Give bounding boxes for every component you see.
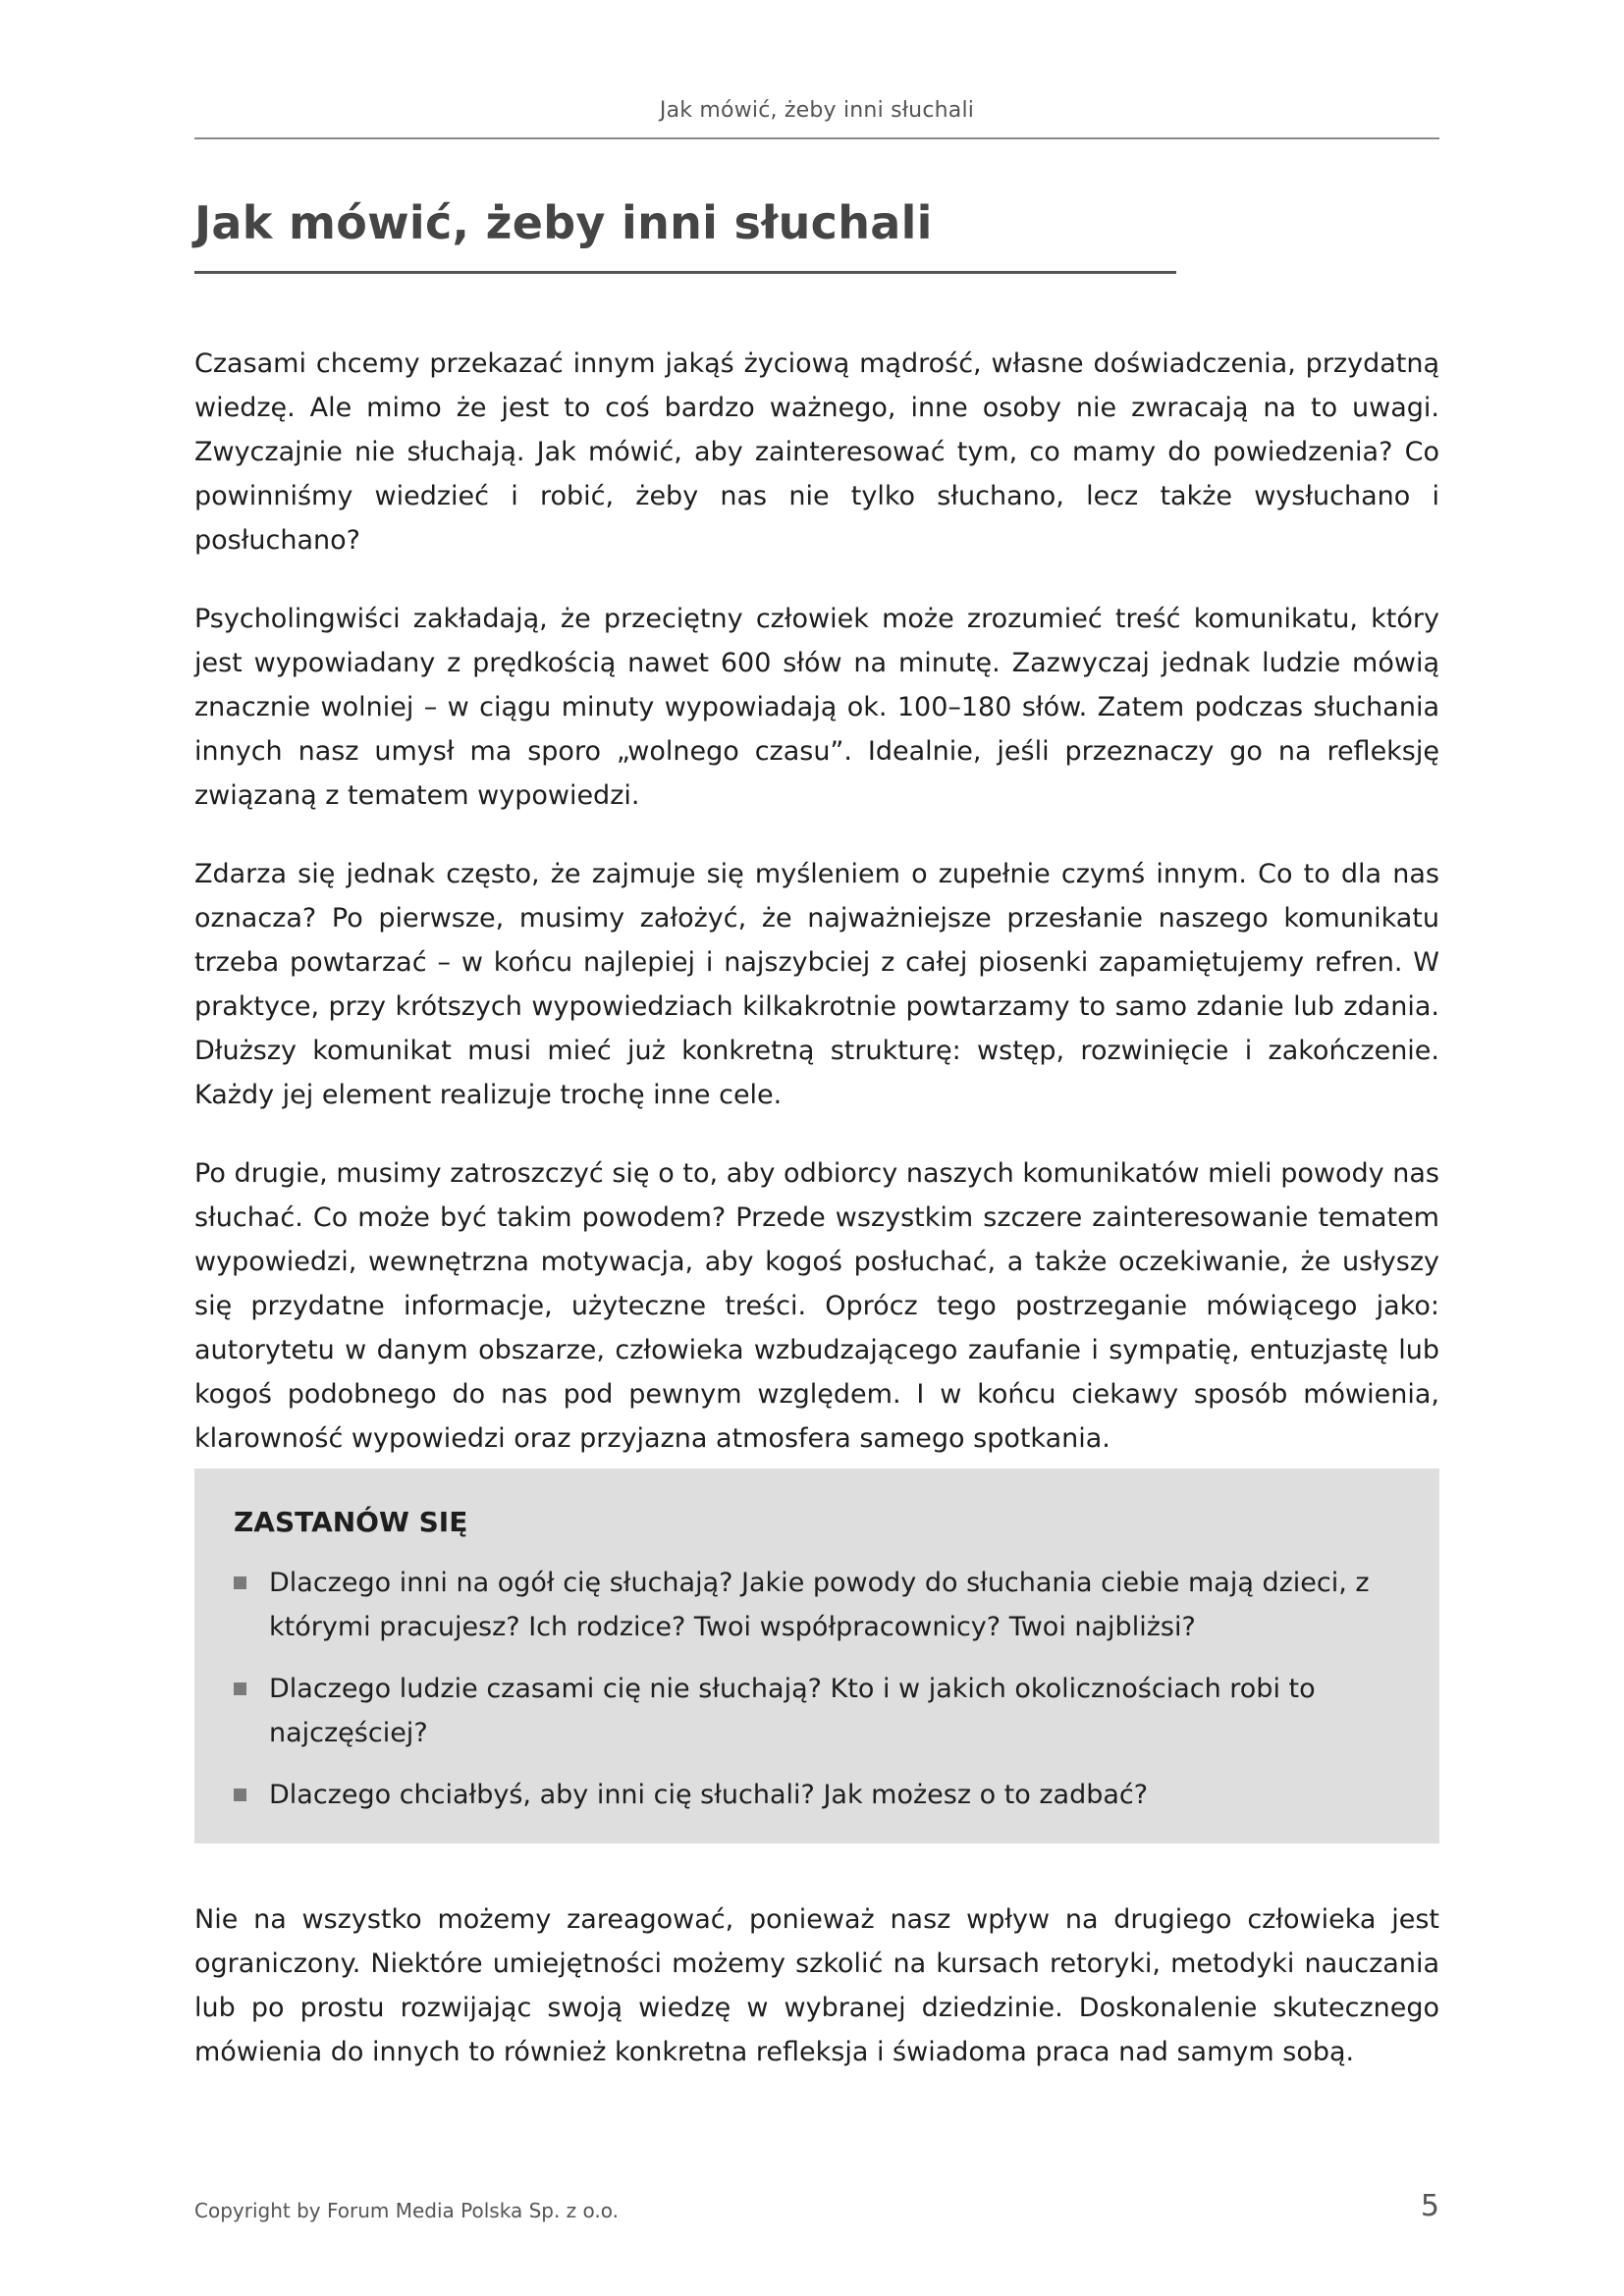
reflection-box-title: ZASTANÓW SIĘ — [234, 1506, 468, 1538]
paragraph-psycholinguistics: Psycholingwiści zakładają, że przeciętny człowiek może zrozumieć treść komunikatu, który jest wypowiadany z prędkością nawet 600 słów na minutę. Zazwyczaj jednak ludzie mówią znacznie wolniej – w ciągu minuty wypowiadają ok. 100–180 słów. Zatem podczas słuchania innych nasz umysł ma sporo „wolnego czasu”. Idealnie, jeśli przeznaczy go na refleksję związaną z tematem wypowiedzi. — [194, 604, 1439, 811]
square-bullet-icon — [234, 1576, 246, 1589]
square-bullet-icon — [234, 1682, 246, 1695]
paragraph-reasons-to-listen: Po drugie, musimy zatroszczyć się o to, aby odbiorcy naszych komunikatów mieli powody nas słuchać. Co może być takim powodem? Przede wszystkim szczere zainteresowanie tematem wypowiedzi, wewnętrzna motywacja, aby kogoś posłuchać, a także oczekiwanie, że usłyszy się przydatne informacje, użyteczne treści. Oprócz tego postrzeganie mówiącego jako: autorytetu w danym obszarze, człowieka wzbudzającego zaufanie i sympatię, entuzjastę lub kogoś podobnego do nas pod pewnym względem. I w końcu ciekawy sposób mówienia, klarowność wypowiedzi oraz przyjazna atmosfera samego spotkania. — [194, 1158, 1439, 1454]
reflection-list — [234, 1561, 1392, 1835]
header-divider — [194, 137, 1439, 139]
reflection-box — [194, 1468, 1439, 1843]
page-title: Jak mówić, żeby inni słuchali — [194, 196, 933, 249]
paragraph-closing: Nie na wszystko możemy zareagować, ponieważ nasz wpływ na drugiego człowieka jest ograniczony. Niektóre umiejętności możemy szkolić na kursach retoryki, metodyki nauczania lub po prostu rozwijając swoją wiedzę w wybranej dziedzinie. Doskonalenie skutecznego mówienia do innych to również konkretna refleksja i świadoma praca nad samym sobą. — [194, 1904, 1439, 2067]
paragraph-repetition: Zdarza się jednak często, że zajmuje się myśleniem o zupełnie czymś innym. Co to dla nas oznacza? Po pierwsze, musimy założyć, że najważniejsze przesłanie naszego komunikatu trzeba powtarzać – w końcu najlepiej i najszybciej z całej piosenki zapamiętujemy refren. W praktyce, przy krótszych wypowiedziach kilkakrotnie powtarzamy to samo zdanie lub zdania. Dłuższy komunikat musi mieć już konkretną strukturę: wstęp, rozwinięcie i zakończenie. Każdy jej element realizuje trochę inne cele. — [194, 859, 1439, 1110]
reflection-item — [234, 1773, 1392, 1817]
reflection-item — [234, 1667, 1392, 1755]
reflection-item-text: Dlaczego inni na ogół cię słuchają? Jakie powody do słuchania ciebie mają dzieci, z którymi pracujesz? Ich rodzice? Twoi współpracownicy? Twoi najbliżsi? — [269, 1568, 1370, 1642]
reflection-item-text: Dlaczego ludzie czasami cię nie słuchają? Kto i w jakich okolicznościach robi to najczęściej? — [269, 1674, 1316, 1748]
title-underline — [194, 271, 1176, 274]
reflection-item — [234, 1561, 1392, 1649]
page-number: 5 — [1420, 2189, 1439, 2223]
reflection-item-text: Dlaczego chciałbyś, aby inni cię słuchali? Jak możesz o to zadbać? — [269, 1780, 1149, 1810]
article-body — [194, 342, 1439, 1461]
paragraph-intro: Czasami chcemy przekazać innym jakąś życiową mądrość, własne doświadczenia, przydatną wiedzę. Ale mimo że jest to coś bardzo ważnego, inne osoby nie zwracają na to uwagi. Zwyczajnie nie słuchają. Jak mówić, aby zainteresować tym, co mamy do powiedzenia? Co powinniśmy wiedzieć i robić, żeby nas nie tylko słuchano, lecz także wysłuchano i posłuchano? — [194, 348, 1439, 556]
footer-copyright: Copyright by Forum Media Polska Sp. z o.o. — [194, 2199, 620, 2222]
square-bullet-icon — [234, 1789, 246, 1801]
running-header: Jak mówić, żeby inni słuchali — [659, 98, 975, 123]
